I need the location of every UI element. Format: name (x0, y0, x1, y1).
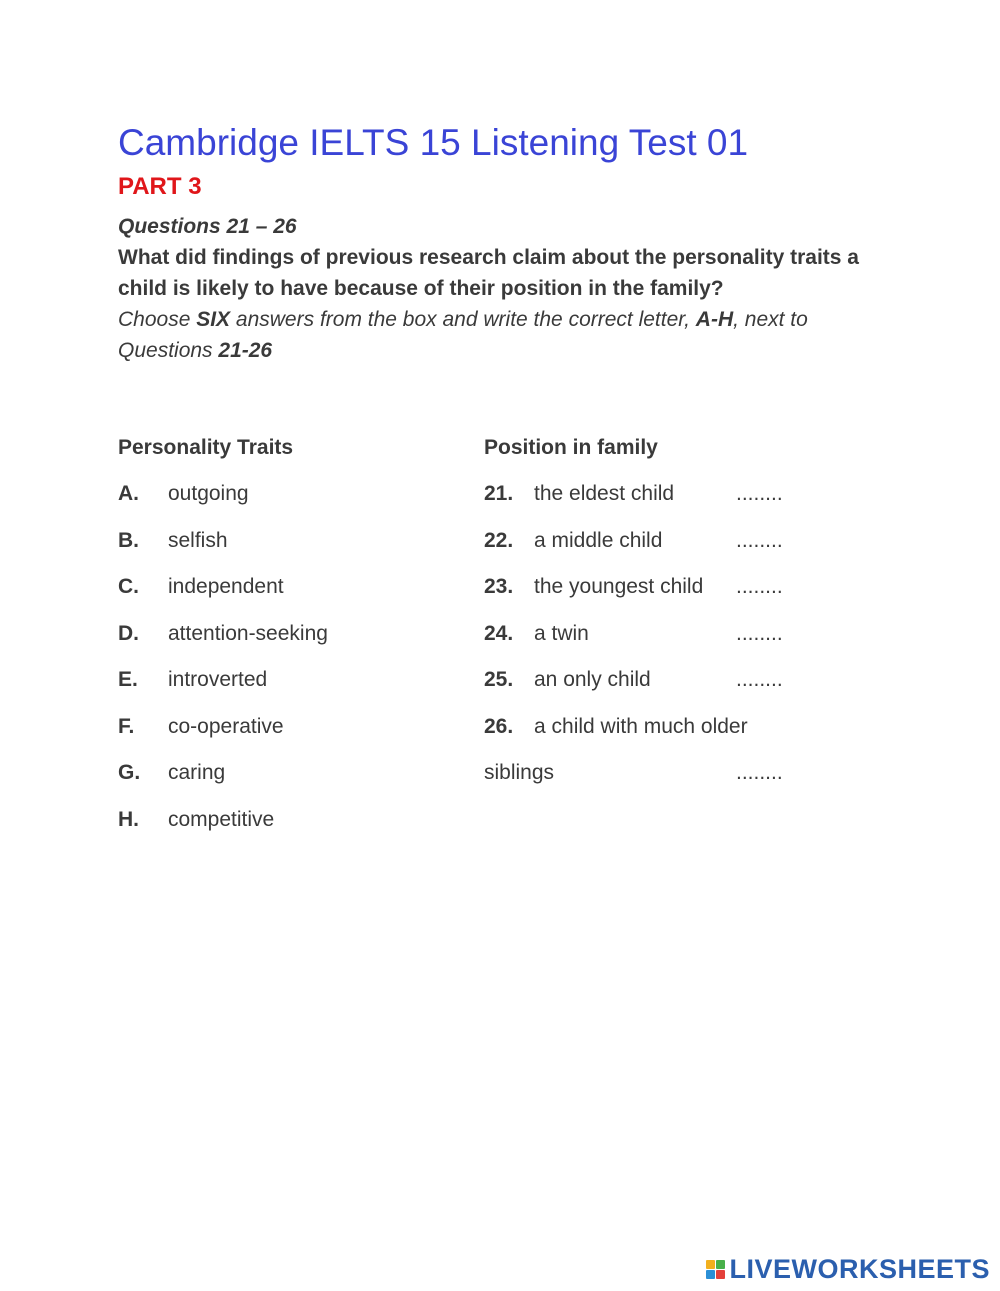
trait-item: H. competitive (118, 807, 275, 831)
position-item: 26. a child with much older (484, 714, 748, 738)
instructions: Choose SIX answers from the box and write the correct letter, A-H, next to Questions 21-26 (118, 308, 808, 362)
worksheet (118, 118, 898, 366)
position-item: 24. a twin ........ (484, 619, 824, 666)
question-range: Questions 21 – 26 (118, 215, 297, 238)
traits-column (118, 433, 458, 851)
logo-blocks-icon (706, 1260, 725, 1279)
part-label: PART 3 (118, 173, 202, 200)
trait-item: A. outgoing (118, 482, 249, 505)
answer-blank[interactable]: ........ (736, 528, 783, 552)
answer-blank[interactable]: ........ (736, 668, 783, 691)
liveworksheets-logo (706, 1254, 990, 1285)
position-item-continuation: siblings ........ (484, 758, 824, 805)
trait-item: G. caring (118, 761, 226, 784)
positions-column (484, 433, 824, 805)
answer-blank[interactable]: ........ (736, 575, 783, 598)
logo-text: LIVEWORKSHEETS (729, 1254, 990, 1284)
trait-item: D. attention-seeking (118, 621, 328, 645)
position-item: 21. the eldest child ........ (484, 479, 824, 526)
question-text: What did findings of previous research claim about the personality traits a child is likely to have because of their position in the family? (118, 246, 859, 300)
answer-blank[interactable]: ........ (736, 761, 783, 784)
trait-item: B. selfish (118, 528, 228, 552)
page-title: Cambridge IELTS 15 Listening Test 01 (118, 122, 749, 163)
answer-blank[interactable]: ........ (736, 621, 783, 645)
positions-heading: Position in family (484, 436, 658, 459)
trait-item: C. independent (118, 575, 284, 598)
trait-item: E. introverted (118, 668, 268, 691)
position-item: 22. a middle child ........ (484, 526, 824, 573)
trait-item: F. co-operative (118, 714, 284, 738)
position-item: 23. the youngest child ........ (484, 572, 824, 619)
traits-heading: Personality Traits (118, 436, 294, 459)
answer-blank[interactable]: ........ (736, 482, 783, 505)
position-item: 25. an only child ........ (484, 665, 824, 712)
